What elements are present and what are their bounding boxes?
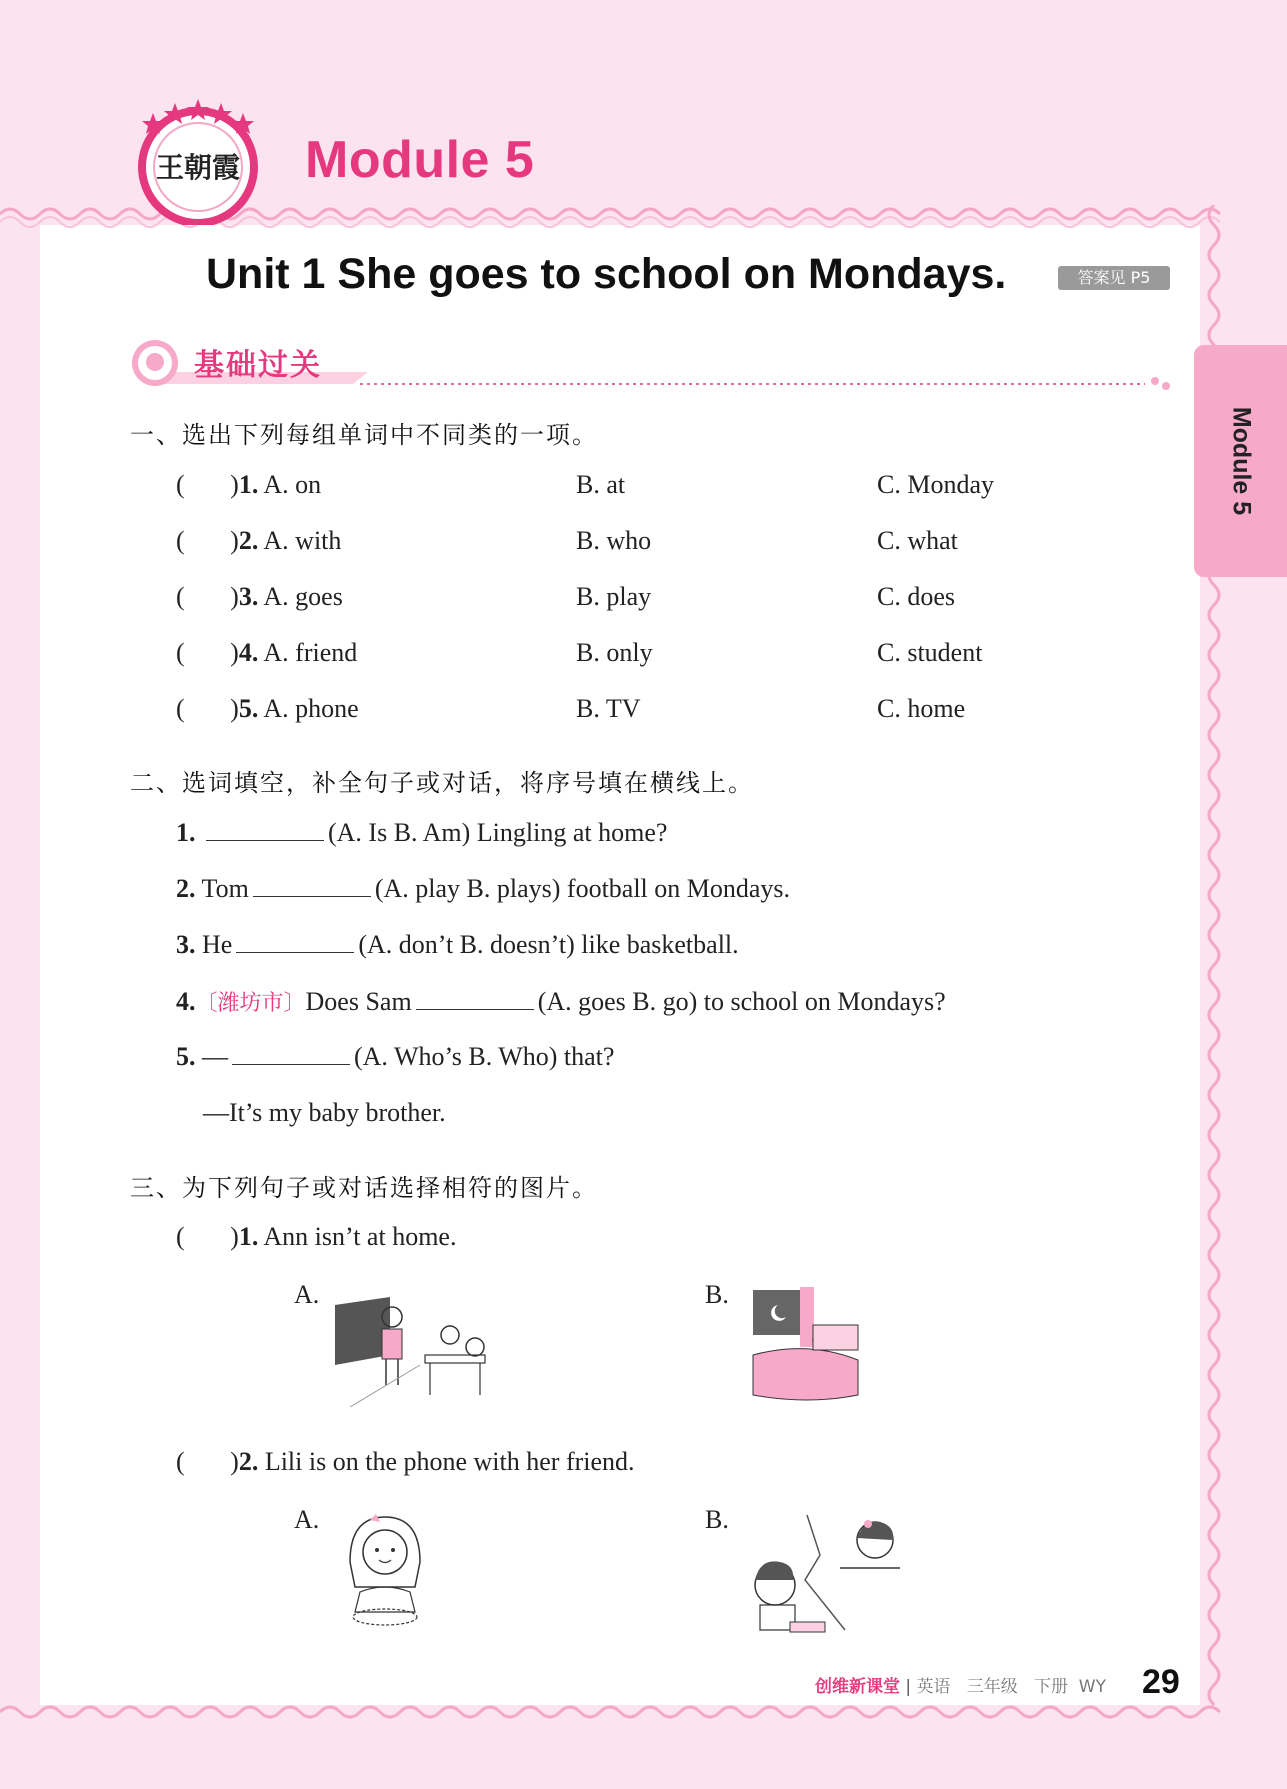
item-text: Lili is on the phone with her friend. — [264, 1447, 635, 1476]
option-b: B. play — [576, 582, 652, 611]
classroom-picture — [330, 1295, 490, 1407]
section-banner-label: 基础过关 — [194, 348, 322, 383]
region-tag: 〔潍坊市〕 — [195, 991, 306, 1016]
option-a-label: A. — [294, 1505, 320, 1534]
sentence-start: Tom — [201, 874, 249, 903]
answer-blank[interactable] — [236, 930, 354, 953]
answer-blank[interactable] — [206, 818, 324, 841]
footer-edition: WY — [1078, 1677, 1106, 1697]
option-b: B. TV — [576, 694, 641, 723]
sentence-start: He — [202, 930, 233, 959]
item-number: 1. — [238, 470, 259, 499]
option-b-label: B. — [705, 1505, 729, 1534]
side-tab-label: Module 5 — [1227, 406, 1255, 516]
option-c: C. Monday — [877, 470, 994, 499]
option-b: B. at — [576, 470, 626, 499]
item-number: 2. — [238, 1447, 259, 1476]
item-number: 1. — [238, 1222, 259, 1251]
footer-brand: 创维新课堂 | 英语 三年级 下册 WY — [815, 1677, 1106, 1697]
option-a: A. on — [263, 470, 322, 499]
dialogue-reply: —It’s my baby brother. — [203, 1098, 446, 1127]
item-number: 3. — [238, 582, 259, 611]
module-title: Module 5 — [305, 131, 535, 189]
answer-blank[interactable] — [416, 987, 534, 1010]
item-number: 5. — [238, 694, 259, 723]
option-c: C. what — [877, 526, 958, 555]
girl-eating-picture — [335, 1512, 435, 1632]
part3-heading: 三、为下列句子或对话选择相符的图片。 — [130, 1174, 598, 1202]
banner-dotted-line — [360, 376, 1175, 392]
footer-volume: 下册 — [1033, 1677, 1068, 1697]
footer-brand-name: 创维新课堂 — [815, 1677, 900, 1697]
part1-item: ( )4. A. friend — [176, 638, 358, 667]
part2-item — [176, 874, 790, 904]
footer-grade: 三年级 — [966, 1677, 1018, 1697]
option-a: A. with — [263, 526, 342, 555]
part3-item: ( )1. Ann isn’t at home. — [176, 1222, 457, 1251]
part2-item — [176, 986, 946, 1017]
choices-and-rest: (A. play B. plays) football on Mondays. — [374, 874, 791, 903]
option-b: B. who — [576, 526, 652, 555]
sentence-start: Does Sam — [305, 987, 412, 1016]
part1-item: ( )5. A. phone — [176, 694, 359, 723]
answer-badge: 答案见 P5 — [1058, 266, 1170, 290]
logo-text: 王朝霞 — [155, 151, 241, 184]
part2-heading: 二、选词填空，补全句子或对话，将序号填在横线上。 — [130, 769, 754, 797]
part2-item — [176, 818, 667, 848]
option-a: A. phone — [263, 694, 359, 723]
option-c: C. student — [877, 638, 983, 667]
answer-blank[interactable] — [253, 874, 371, 897]
option-c: C. does — [877, 582, 955, 611]
bottom-wave-border — [0, 1700, 1287, 1734]
item-text: Ann isn’t at home. — [263, 1222, 457, 1251]
page-number: 29 — [1142, 1663, 1180, 1701]
part1-item: ( )1. A. on — [176, 470, 322, 499]
choices-and-rest: (A. don’t B. doesn’t) like basketball. — [358, 930, 739, 959]
item-number: 4. — [176, 987, 196, 1016]
part2-item — [176, 930, 739, 960]
part1-heading: 一、选出下列每组单词中不同类的一项。 — [130, 421, 598, 449]
footer-subject: 英语 — [916, 1677, 951, 1697]
item-number: 3. — [176, 930, 196, 959]
part2-item — [176, 1042, 614, 1072]
option-a-label: A. — [294, 1280, 320, 1309]
unit-title: Unit 1 She goes to school on Mondays. — [206, 250, 1007, 298]
item-number: 4. — [238, 638, 259, 667]
answer-blank[interactable] — [232, 1042, 350, 1065]
option-b: B. only — [576, 638, 653, 667]
phone-call-picture — [735, 1510, 905, 1640]
option-b-label: B. — [705, 1280, 729, 1309]
option-a: A. goes — [263, 582, 343, 611]
part1-item: ( )3. A. goes — [176, 582, 343, 611]
item-number: 2. — [238, 526, 259, 555]
choices-and-rest: (A. Is B. Am) Lingling at home? — [328, 818, 668, 847]
choices-and-rest: (A. Who’s B. Who) that? — [354, 1042, 615, 1071]
part1-item: ( )2. A. with — [176, 526, 342, 555]
option-c: C. home — [877, 694, 966, 723]
part3-item: ( )2. Lili is on the phone with her friend. — [176, 1447, 635, 1476]
option-a: A. friend — [263, 638, 358, 667]
choices-and-rest: (A. goes B. go) to school on Mondays? — [537, 987, 946, 1016]
bedroom-picture — [748, 1285, 868, 1405]
sentence-start: — — [202, 1042, 228, 1071]
item-number: 5. — [176, 1042, 196, 1071]
item-number: 1. — [176, 818, 196, 847]
module-side-tab — [1194, 345, 1287, 577]
item-number: 2. — [176, 874, 196, 903]
brand-logo — [133, 95, 263, 225]
